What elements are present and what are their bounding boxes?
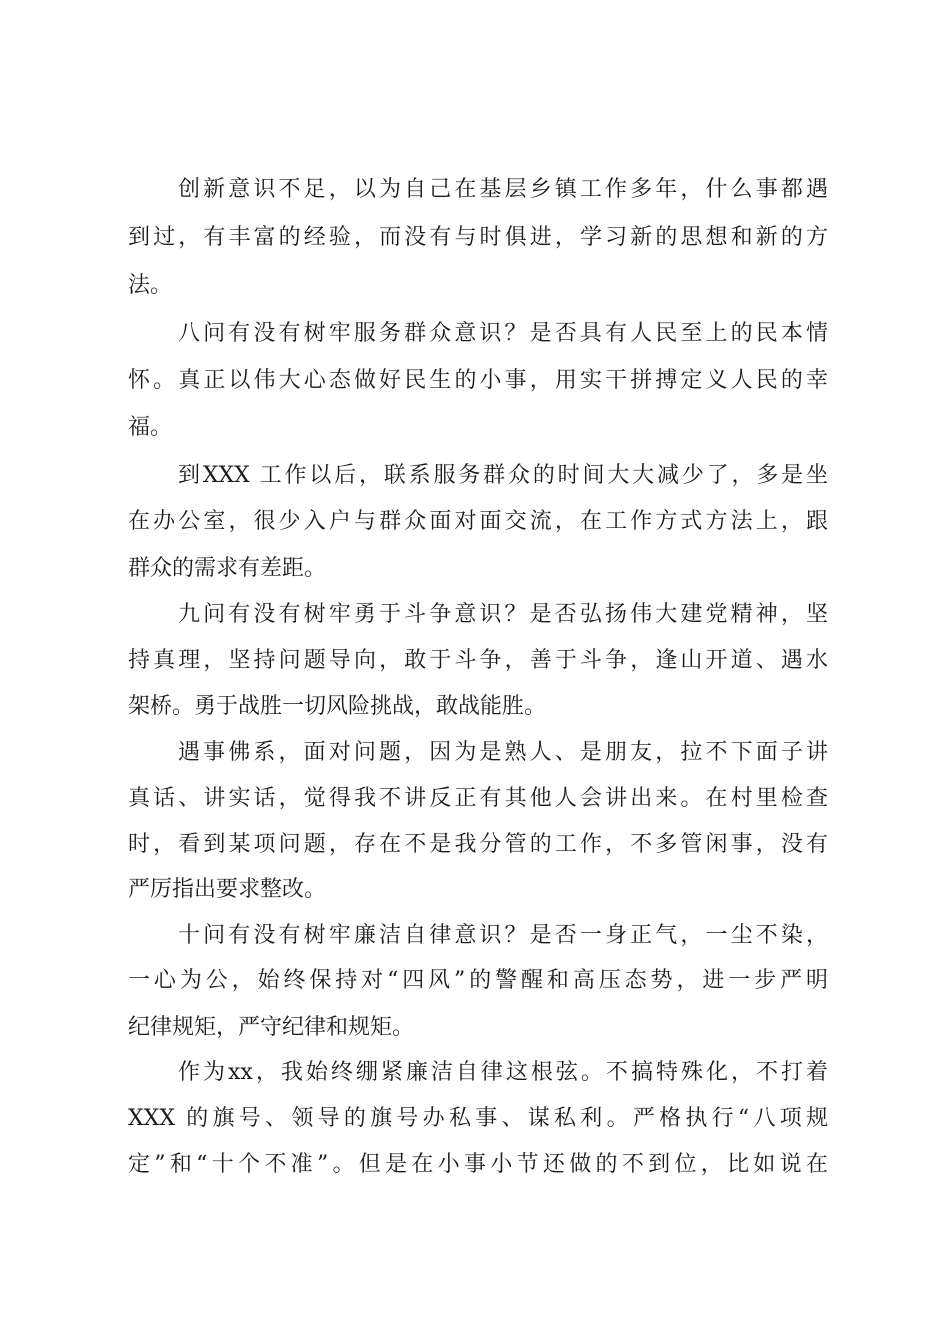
paragraph-1-line-1: 创新意识不足，以为自己在基层乡镇工作多年，什么事都遇 (178, 177, 828, 202)
paragraph-3-line-3: 群众的需求有差距。 (128, 556, 327, 581)
paragraph-4-line-3: 架桥。勇于战胜一切风险挑战，敢战能胜。 (128, 694, 547, 719)
paragraph-3-line-1: 到XXX 工作以后，联系服务群众的时间大大减少了，多是坐 (178, 463, 828, 488)
paragraph-3-line-2: 在办公室，很少入户与群众面对面交流，在工作方式方法上，跟 (128, 509, 828, 534)
paragraph-5-line-2: 真话、讲实话，觉得我不讲反正有其他人会讲出来。在村里检查 (128, 786, 828, 811)
paragraph-6-line-2: 一心为公，始终保持对“四风”的警醒和高压态势，进一步严明 (128, 968, 828, 993)
paragraph-5-line-4: 严厉指出要求整改。 (128, 877, 327, 902)
paragraph-1-line-3: 法。 (128, 273, 173, 298)
paragraph-2-line-1: 八问有没有树牢服务群众意识？是否具有人民至上的民本情 (178, 321, 828, 346)
paragraph-7-line-2: XXX 的旗号、领导的旗号办私事、谋私利。严格执行“八项规 (128, 1106, 828, 1131)
paragraph-2-line-3: 福。 (128, 415, 173, 440)
paragraph-1-line-2: 到过，有丰富的经验，而没有与时俱进，学习新的思想和新的方 (128, 225, 828, 250)
paragraph-7-line-3: 定”和“十个不准”。但是在小事小节还做的不到位，比如说在 (128, 1152, 828, 1177)
paragraph-5-line-3: 时，看到某项问题，存在不是我分管的工作，不多管闲事，没有 (128, 832, 828, 857)
paragraph-6-line-1: 十问有没有树牢廉洁自律意识？是否一身正气，一尘不染， (178, 923, 828, 948)
paragraph-4-line-2: 持真理，坚持问题导向，敢于斗争，善于斗争，逢山开道、遇水 (128, 648, 828, 673)
paragraph-4-line-1: 九问有没有树牢勇于斗争意识？是否弘扬伟大建党精神，坚 (178, 602, 828, 627)
paragraph-2-line-2: 怀。真正以伟大心态做好民生的小事，用实干拼搏定义人民的幸 (128, 368, 828, 393)
paragraph-5-line-1: 遇事佛系，面对问题，因为是熟人、是朋友，拉不下面子讲 (178, 740, 828, 765)
paragraph-7-line-1: 作为xx，我始终绷紧廉洁自律这根弦。不搞特殊化，不打着 (178, 1060, 828, 1085)
paragraph-6-line-3: 纪律规矩，严守纪律和规矩。 (128, 1015, 415, 1040)
